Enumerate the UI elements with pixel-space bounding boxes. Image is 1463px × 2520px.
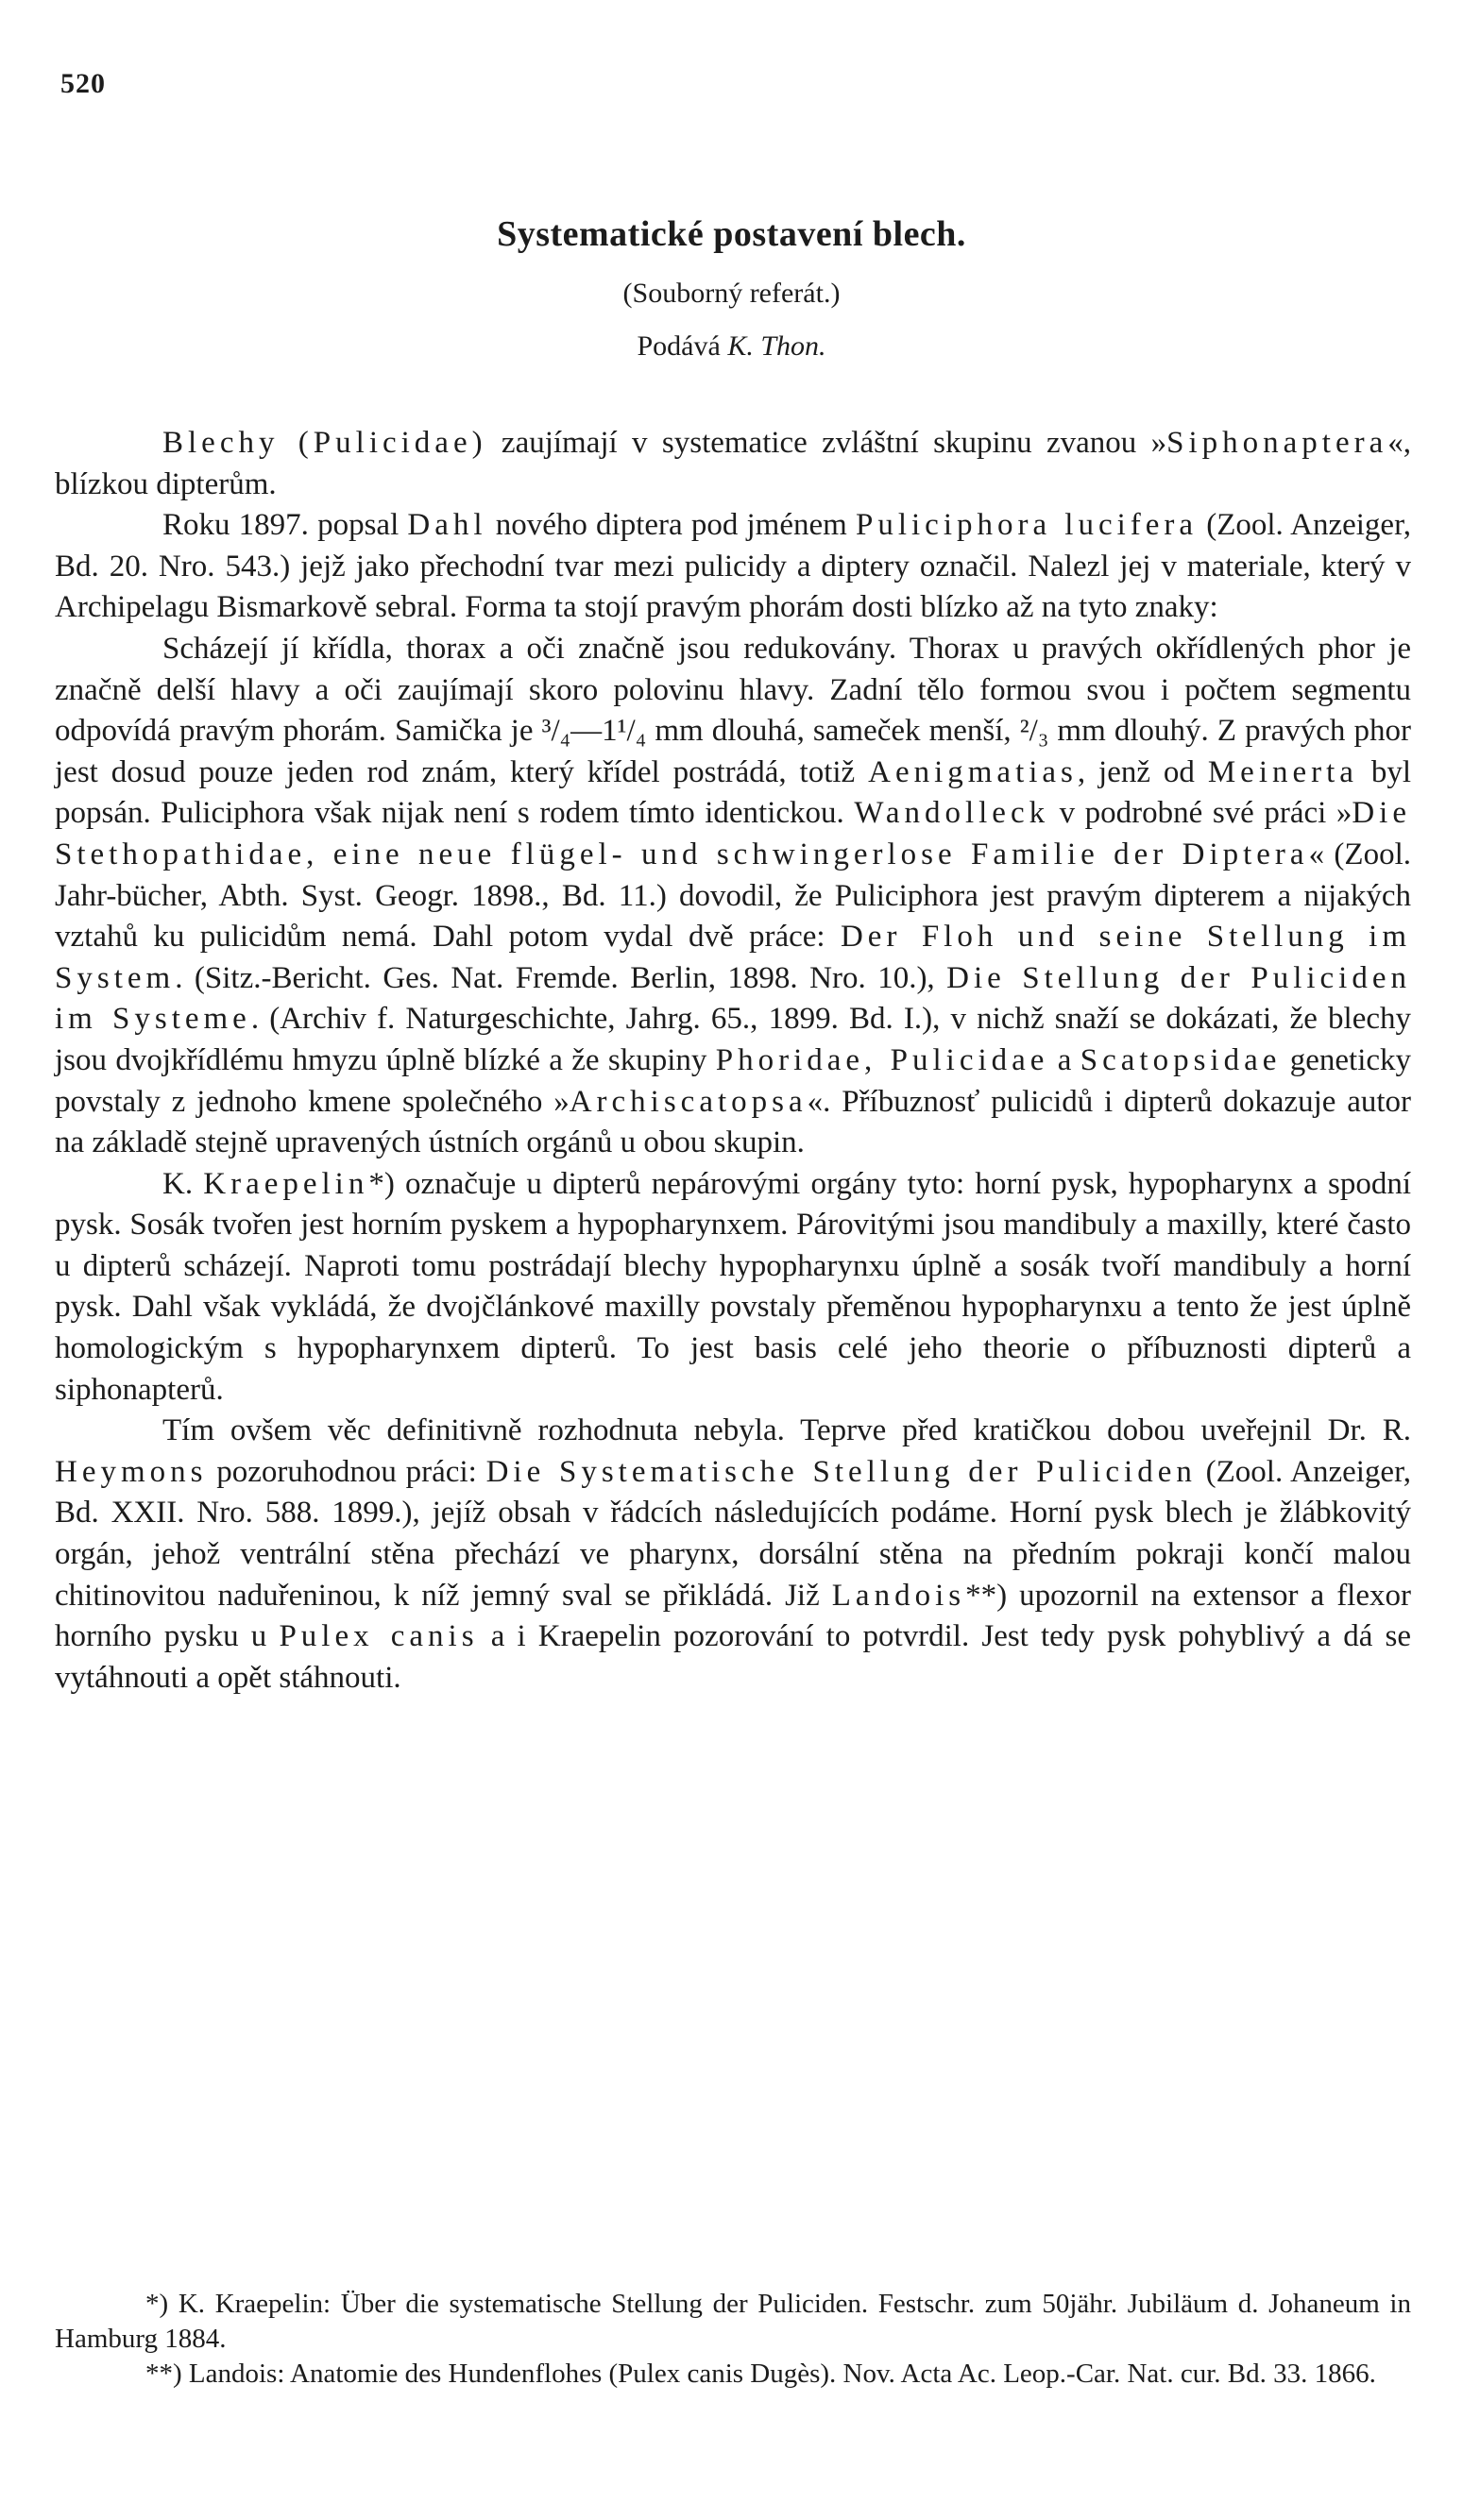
text-run: a [1048, 1042, 1080, 1077]
spaced-term: Wandolleck [854, 796, 1050, 831]
text-run: **) upozornil na extensor a flexor horního pysku u [55, 1578, 1411, 1654]
spaced-term: Dahl [407, 508, 487, 543]
spaced-term: Aenigmatias [868, 754, 1078, 789]
text-run: *) označuje u dipterů nepárovými orgány tyto: horní pysk, hypopharynx a spodní pysk. Sosák tvořen jest horním pyskem a hypopharynxem. Párovitými jsou mandibuly a maxilly, které často u dipterů scházejí. Naproti tomu postrádají blechy hypopharynxu úplně a sosák tvoří mandibuly a horní pysk. Dahl však vykládá, že dvojčlánkové maxilly povstaly přeměnou hypopharynxu a tento že jest úplně homologickým s hypopharynxem dipterů. To jest basis celé jeho theorie o příbuznosti dipterů a siphonapterů. [55, 1166, 1411, 1407]
spaced-term: Die Stellung der Puliciden im Systeme [55, 960, 1411, 1037]
text-run: nového diptera pod jménem [486, 508, 856, 543]
spaced-term: Die Systematische Stellung der Puliciden [485, 1454, 1197, 1489]
spaced-term: Kraepelin [203, 1166, 369, 1201]
body-paragraph [55, 629, 1411, 1164]
body-paragraph [55, 1164, 1411, 1412]
text-run: «, blízkou dipterům. [55, 426, 1411, 501]
text-run: byl popsán. Puliciphora však nijak není s rodem tímto identickou. [55, 754, 1412, 831]
text-run: «. Příbuznosť pulicidů i dipterů dokazuje autor na základě stejně upravených ústních orgánů u obou skupin. [55, 1084, 1411, 1160]
spaced-term: Archiscatopsa [569, 1084, 808, 1119]
spaced-term: Pulex canis [279, 1619, 479, 1654]
footnote-1: *) K. Kraepelin: Über die systematische Stellung der Puliciden. Festschr. zum 50jähr. Jubiläum d. Johaneum in Hamburg 1884. [55, 2289, 1411, 2354]
text-run: Tím ovšem věc definitivně rozhodnuta nebyla. Teprve před kratičkou dobou uveřejnil Dr. R. [162, 1413, 1411, 1448]
body-paragraph [55, 505, 1411, 629]
text-run: Roku 1897. popsal [162, 508, 408, 543]
text-run: , jenž od [1077, 754, 1208, 789]
text-run: K. [162, 1166, 204, 1201]
spaced-term: Puliciphora lucifera [855, 508, 1199, 543]
article-author [0, 330, 1463, 363]
text-run: Scházejí jí křídla, thorax a oči značně jsou redukovány. Thorax u pravých okřídlených phor je značně delší hlavy a oči zaujímají skoro polovinu hlavy. Zadní tělo formou svou i počtem segmentu odpovídá pravým phorám. Samička je ³/₄—1¹/₄ mm dlouhá, sameček menší, ²/₃ mm dlouhý. Z pravých phor jest dosud pouze jeden rod znám, který křídel postrádá, totiž [55, 631, 1411, 789]
text-run: (Zool. Anzeiger, Bd. 20. Nro. 543.) jejž jako přechodní tvar mezi pulicidy a diptery označil. Nalezl jej v materiale, který v Archipelagu Bismarkově sebral. Forma ta stojí pravým phorám dosti blízko až na tyto znaky: [55, 508, 1411, 625]
spaced-term: Der Floh und seine Stellung im System [55, 920, 1412, 995]
author-name: K. Thon. [727, 330, 826, 362]
spaced-term: Phoridae, Pulicidae [715, 1042, 1049, 1077]
spaced-term: Blechy (Pulicidae) [162, 426, 487, 460]
spaced-term: Scatopsidae [1080, 1042, 1282, 1077]
spaced-term: Heymons [55, 1454, 208, 1489]
article-title: Systematické postavení blech. [497, 214, 966, 254]
text-run: geneticky povstaly z jednoho kmene společného » [55, 1042, 1412, 1119]
text-run: . (Sitz.-Bericht. Ges. Nat. Fremde. Berlin, 1898. Nro. 10.), [175, 960, 947, 995]
spaced-term: Die Stethopathidae, eine neue flügel- und schwingerlose Familie der Diptera [55, 796, 1411, 871]
page-number: 520 [60, 68, 106, 99]
text-run: a i Kraepelin pozorování to potvrdil. Jest tedy pysk pohyblivý a dá se vytáhnouti a opět stáhnouti. [55, 1619, 1411, 1695]
text-run: . (Archiv f. Naturgeschichte, Jahrg. 65., 1899. Bd. I.), v nichž snaží se dokázati, že blechy jsou dvojkřídlému hmyzu úplně blízké a že skupiny [55, 1002, 1411, 1077]
footnotes [55, 2287, 1411, 2392]
body-paragraph [55, 1411, 1411, 1699]
text-run: (Zool. Anzeiger, Bd. XXII. Nro. 588. 1899.), jejíž obsah v řádcích následujících podáme. Horní pysk blech je žlábkovitý orgán, jehož ventrální stěna přechází ve pharynx, dorsální stěna na předním pokraji končí malou chitinovitou naduřeninou, k níž jemný sval se přikládá. Již [55, 1454, 1411, 1613]
article-subtitle: (Souborný referát.) [622, 278, 841, 309]
article-body [55, 423, 1411, 1699]
spaced-term: Meinerta [1207, 754, 1358, 789]
author-prefix: Podává [637, 330, 721, 362]
footnote-2: **) Landois: Anatomie des Hundenflohes (Pulex canis Dugès). Nov. Acta Ac. Leop.-Car. Nat. cur. Bd. 33. 1866. [145, 2359, 1376, 2389]
text-run: « (Zool. Jahr-bücher, Abth. Syst. Geogr. 1898., Bd. 11.) dovodil, že Puliciphora jest pravým dipterem a nijakých vztahů ku pulicidům nemá. Dahl potom vydal dvě práce: [55, 837, 1411, 955]
text-run: zaujímají v systematice zvláštní skupinu zvanou » [486, 426, 1167, 460]
text-run: v podrobné své práci » [1049, 796, 1352, 831]
spaced-term: Siphonaptera [1166, 426, 1388, 460]
body-paragraph [55, 423, 1411, 505]
spaced-term: Landois [831, 1578, 966, 1613]
article-header [0, 213, 1463, 363]
text-run: pozoruhodnou práci: [207, 1454, 486, 1489]
